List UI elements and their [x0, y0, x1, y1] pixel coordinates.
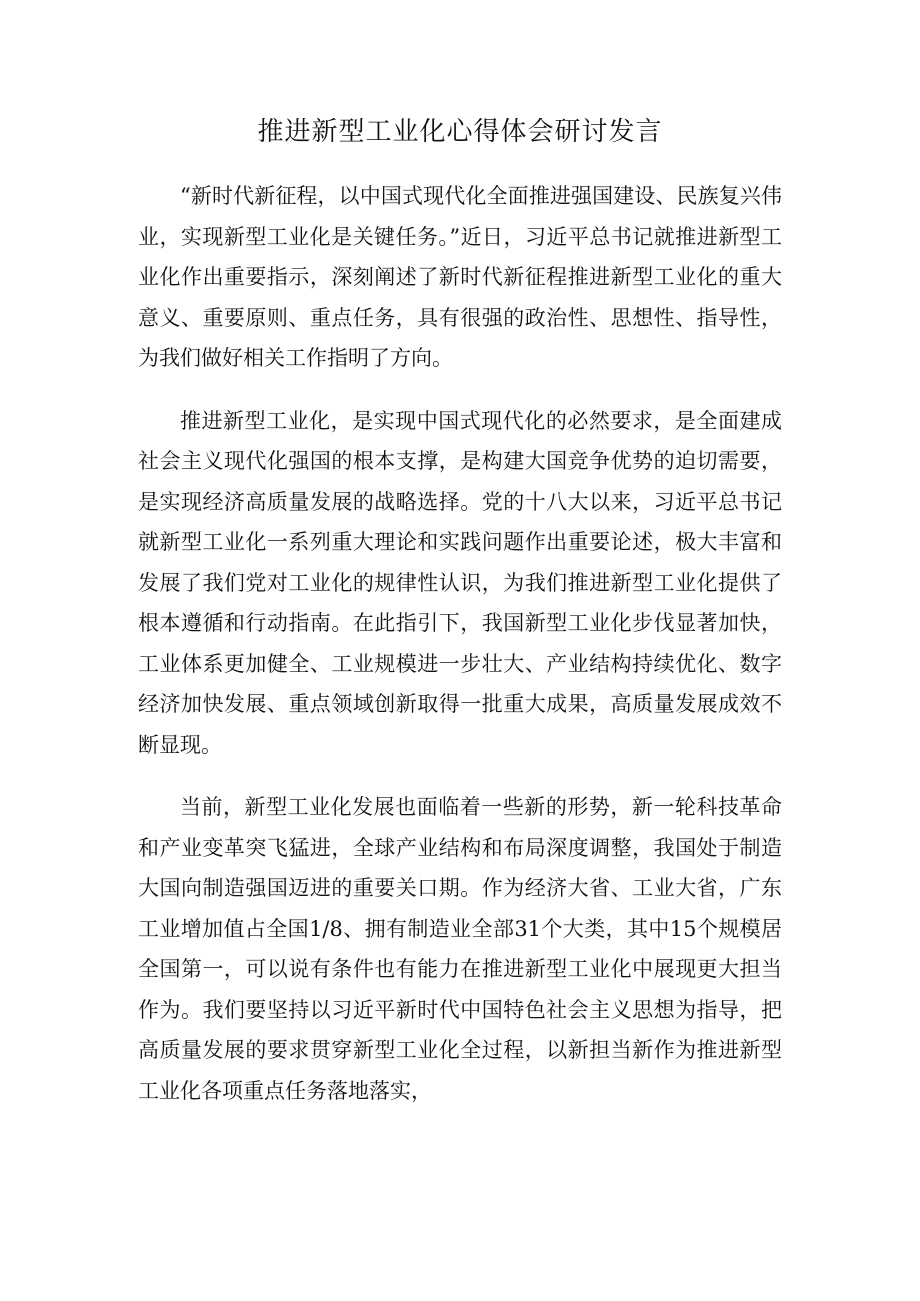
document-title: 推进新型工业化心得体会研讨发言	[257, 117, 663, 147]
paragraph-3: 当前，新型工业化发展也面临着一些新的形势，新一轮科技革命和产业变革突飞猛进，全球产业结构和布局深度调整，我国处于制造大国向制造强国迈进的重要关口期。作为经济大省、工业大省，广东工业增加值占全国1/8、拥有制造业全部31个大类，其中15个规模居全国第一，可以说有条件也有能力在推进新型工业化中展现更大担当作为。我们要坚持以习近平新时代中国特色社会主义思想为指导，把高质量发展的要求贯穿新型工业化全过程，以新担当新作为推进新型工业化各项重点任务落地落实，	[138, 795, 782, 1103]
paragraph-1: “新时代新征程，以中国式现代化全面推进强国建设、民族复兴伟业，实现新型工业化是关键任务。”近日，习近平总书记就推进新型工业化作出重要指示，深刻阐述了新时代新征程推进新型工业化的重大意义、重要原则、重点任务，具有很强的政治性、思想性、指导性，为我们做好相关工作指明了方向。	[138, 184, 782, 370]
document-body	[138, 176, 782, 1111]
paragraph-2: 推进新型工业化，是实现中国式现代化的必然要求，是全面建成社会主义现代化强国的根本支撑，是构建大国竞争优势的迫切需要，是实现经济高质量发展的战略选择。党的十八大以来，习近平总书记就新型工业化一系列重大理论和实践问题作出重要论述，极大丰富和发展了我们党对工业化的规律性认识，为我们推进新型工业化提供了根本遵循和行动指南。在此指引下，我国新型工业化步伐显著加快，工业体系更加健全、工业规模进一步壮大、产业结构持续优化、数字经济加快发展、重点领域创新取得一批重大成果，高质量发展成效不断显现。	[138, 408, 782, 757]
